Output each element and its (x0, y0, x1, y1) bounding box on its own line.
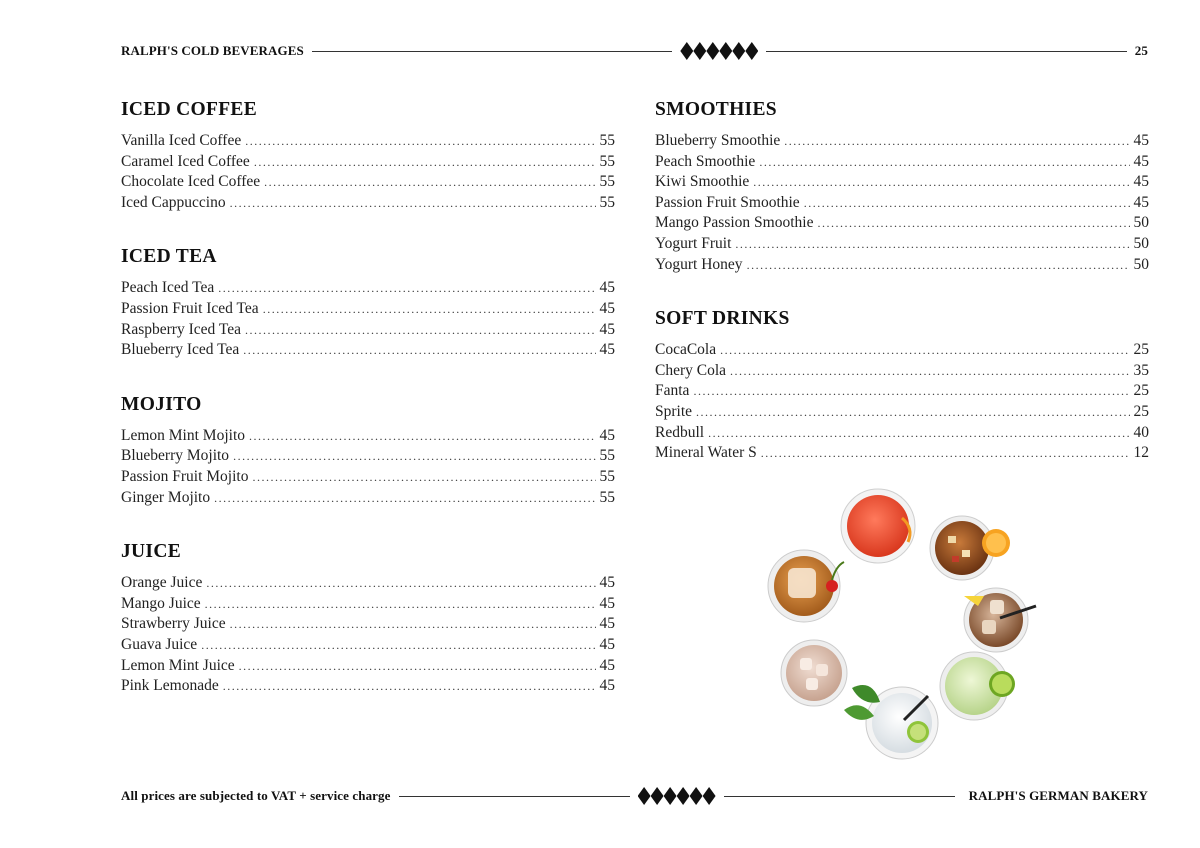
pink-iced-drink-glass (781, 640, 847, 706)
dot-leader (205, 594, 596, 615)
dot-leader (218, 278, 595, 299)
drinks-photo (752, 488, 1042, 768)
menu-item-name: Yogurt Honey (655, 255, 743, 273)
menu-item (121, 573, 615, 594)
menu-item (655, 402, 1149, 423)
menu-section (655, 307, 1149, 464)
dot-leader (223, 676, 596, 697)
menu-item-name: Redbull (655, 423, 705, 441)
menu-item-name: Peach Iced Tea (121, 279, 215, 297)
menu-item-name: Blueberry Mojito (121, 447, 230, 465)
dot-leader (239, 656, 596, 677)
menu-item (655, 340, 1149, 361)
dot-leader (735, 234, 1129, 255)
menu-item-price: 55 (599, 193, 615, 211)
menu-item-price: 55 (599, 132, 615, 149)
menu-item-price: 45 (599, 677, 615, 695)
menu-item (121, 635, 615, 656)
menu-section (121, 98, 615, 213)
menu-item-name: Yogurt Fruit (655, 234, 732, 252)
menu-item-price: 45 (599, 635, 615, 653)
menu-item-price: 55 (599, 173, 615, 191)
menu-item-price: 45 (599, 320, 615, 338)
menu-item-price: 45 (599, 426, 615, 444)
menu-item-name: Caramel Iced Coffee (121, 152, 250, 170)
dot-leader (264, 172, 595, 193)
menu-item (121, 131, 615, 152)
dot-leader (254, 152, 596, 173)
dot-leader (804, 193, 1130, 214)
dot-leader (245, 320, 596, 341)
menu-item (655, 131, 1149, 152)
section-title: MOJITO (121, 393, 202, 415)
dot-leader (230, 614, 596, 635)
menu-item-name: Guava Juice (121, 635, 198, 653)
menu-item (655, 255, 1149, 276)
menu-item-name: Mango Juice (121, 594, 201, 612)
menu-item-price: 45 (1133, 152, 1149, 170)
dot-leader (696, 402, 1129, 423)
menu-item (655, 193, 1149, 214)
page-number: 25 (1134, 43, 1148, 58)
menu-item-name: Kiwi Smoothie (655, 173, 750, 191)
menu-item-name: CocaCola (655, 341, 717, 359)
dot-leader (817, 213, 1129, 234)
menu-item-name: Vanilla Iced Coffee (121, 132, 242, 149)
page-footer (121, 785, 1148, 807)
dot-leader (747, 255, 1130, 276)
footer-note: All prices are subjected to VAT + service charge (121, 788, 391, 803)
menu-item-price: 45 (599, 594, 615, 612)
section-title: SOFT DRINKS (655, 308, 790, 330)
menu-item (655, 423, 1149, 444)
menu-item (121, 172, 615, 193)
menu-item-name: Orange Juice (121, 574, 203, 592)
diamond-ornament-icon (638, 785, 716, 807)
menu-item (655, 361, 1149, 382)
dot-leader (720, 340, 1129, 361)
menu-item-name: Blueberry Iced Tea (121, 341, 240, 359)
menu-item-name: Mango Passion Smoothie (655, 214, 814, 232)
menu-item (121, 299, 615, 320)
menu-item-price: 40 (1133, 423, 1149, 441)
iced-cola-glass (964, 588, 1036, 652)
menu-item-name: Lemon Mint Mojito (121, 426, 245, 444)
menu-item-price: 45 (599, 341, 615, 359)
dot-leader (230, 193, 596, 214)
menu-item-price: 45 (599, 656, 615, 674)
menu-item-price: 50 (1133, 255, 1149, 273)
menu-item (655, 443, 1149, 464)
menu-item-price: 55 (599, 152, 615, 170)
menu-item (121, 426, 615, 447)
lime-drink-glass (940, 652, 1015, 720)
menu-item-name: Mineral Water S (655, 444, 757, 462)
menu-item (655, 381, 1149, 402)
menu-section (121, 393, 615, 508)
menu-item (121, 152, 615, 173)
menu-item-price: 55 (599, 488, 615, 506)
menu-item-price: 45 (599, 279, 615, 297)
header-title: RALPH'S COLD BEVERAGES (121, 43, 304, 58)
dot-leader (201, 635, 595, 656)
section-title: ICED COFFEE (121, 99, 258, 120)
menu-item-price: 50 (1133, 214, 1149, 232)
menu-item (121, 614, 615, 635)
header-rule-left (312, 51, 673, 52)
menu-item (121, 193, 615, 214)
dot-leader (252, 467, 595, 488)
menu-item-name: Passion Fruit Mojito (121, 467, 249, 485)
menu-item-name: Fanta (655, 382, 690, 400)
menu-item-name: Sprite (655, 402, 693, 420)
menu-item (655, 234, 1149, 255)
menu-item (121, 467, 615, 488)
dot-leader (730, 361, 1129, 382)
menu-item-name: Passion Fruit Smoothie (655, 193, 800, 211)
dot-leader (784, 131, 1129, 152)
menu-item-name: Lemon Mint Juice (121, 656, 235, 674)
menu-item-price: 25 (1133, 382, 1149, 400)
menu-item (121, 340, 615, 361)
amber-drink-glass (768, 550, 844, 622)
section-title: SMOOTHIES (655, 99, 777, 120)
dot-leader (693, 381, 1129, 402)
right-menu-column (655, 98, 1149, 464)
menu-item-name: Strawberry Juice (121, 615, 226, 633)
menu-item (655, 152, 1149, 173)
menu-item-name: Passion Fruit Iced Tea (121, 299, 259, 317)
menu-item-name: Raspberry Iced Tea (121, 320, 241, 338)
mojito-glass (844, 685, 938, 759)
menu-item-price: 35 (1133, 361, 1149, 379)
menu-item-name: Blueberry Smoothie (655, 132, 781, 149)
dot-leader (708, 423, 1129, 444)
footer-rule-right (724, 796, 955, 797)
dot-leader (759, 152, 1129, 173)
section-title: ICED TEA (121, 246, 217, 268)
menu-item-price: 50 (1133, 234, 1149, 252)
menu-item-name: Ginger Mojito (121, 488, 211, 506)
menu-item-price: 12 (1133, 444, 1149, 462)
menu-item-price: 45 (1133, 173, 1149, 191)
menu-item (655, 172, 1149, 193)
menu-item (655, 213, 1149, 234)
menu-item-price: 45 (599, 299, 615, 317)
page-header (121, 40, 1148, 62)
menu-item (121, 656, 615, 677)
menu-item-name: Iced Cappuccino (121, 193, 226, 211)
dot-leader (761, 443, 1130, 464)
menu-item-price: 25 (1133, 341, 1149, 359)
menu-item (121, 676, 615, 697)
menu-item-price: 55 (599, 447, 615, 465)
dot-leader (206, 573, 595, 594)
menu-item-name: Chocolate Iced Coffee (121, 173, 261, 191)
menu-item (121, 446, 615, 467)
menu-item (121, 278, 615, 299)
fruit-tea-glass (930, 516, 1010, 580)
menu-item-price: 45 (1133, 132, 1149, 149)
menu-item-name: Peach Smoothie (655, 152, 756, 170)
dot-leader (214, 488, 595, 509)
footer-rule-left (399, 796, 630, 797)
header-rule-right (766, 51, 1127, 52)
section-title: JUICE (121, 541, 182, 563)
menu-section (121, 540, 615, 697)
footer-brand: RALPH'S GERMAN BAKERY (968, 788, 1148, 803)
menu-item-price: 45 (599, 615, 615, 633)
dot-leader (245, 131, 595, 152)
menu-item-price: 45 (1133, 193, 1149, 211)
dot-leader (249, 426, 596, 447)
menu-item-name: Pink Lemonade (121, 677, 219, 695)
diamond-ornament-icon (680, 40, 758, 62)
dot-leader (233, 446, 595, 467)
menu-item-price: 25 (1133, 402, 1149, 420)
left-menu-column (121, 98, 615, 697)
menu-item-name: Chery Cola (655, 361, 727, 379)
menu-item-price: 45 (599, 574, 615, 592)
menu-section (655, 98, 1149, 275)
dot-leader (753, 172, 1129, 193)
menu-item (121, 488, 615, 509)
menu-item (121, 320, 615, 341)
dot-leader (263, 299, 596, 320)
menu-section (121, 245, 615, 360)
red-drink-glass (841, 489, 915, 563)
menu-item (121, 594, 615, 615)
dot-leader (243, 340, 595, 361)
menu-item-price: 55 (599, 467, 615, 485)
